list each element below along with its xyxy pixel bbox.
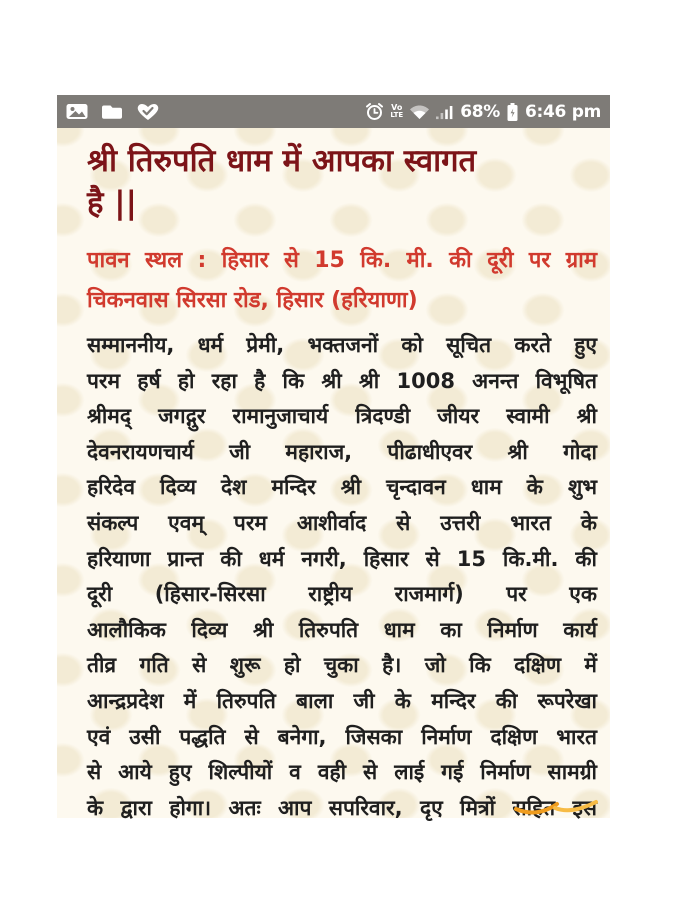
status-bar-notifications <box>66 102 160 121</box>
volte-icon <box>390 104 403 119</box>
body-line: सम्माननीय, धर्म प्रेमी, भक्तजनों को सूचित करते हुए <box>87 333 597 357</box>
body-line: से आये हुए शिल्पीयों व वही से लाई गई निर्माण सामग्री <box>87 760 597 785</box>
body-line: आन्द्रप्रदेश में तिरुपति बाला जी के मन्दिर की रूपरेखा <box>87 688 597 713</box>
body-line: हरियाणा प्रान्त की धर्म नगरी, हिसार से 15 कि.मी. की <box>87 546 597 571</box>
clock-label: 6:46 pm <box>525 101 601 122</box>
body-line: आलौकिक दिव्य श्री तिरुपति धाम का निर्माण कार्य <box>87 617 597 642</box>
highlight-swoosh-icon <box>514 799 598 815</box>
body-line: दूरी (हिसार-सिरसा राष्ट्रीय राजमार्ग) पर एक <box>87 582 597 607</box>
battery-icon <box>506 102 519 122</box>
body-line: संकल्प एवम् परम आशीर्वाद से उत्तरी भारत के <box>87 510 597 535</box>
swoosh-stroke-light <box>555 802 596 810</box>
body-line: परम हर्ष हो रहा है कि श्री श्री 1008 अनन्त विभूषित <box>87 368 597 393</box>
gallery-icon <box>66 103 88 120</box>
heart-icon <box>136 102 160 121</box>
volte-label-bottom: LTE <box>390 111 404 119</box>
location-line1: पावन स्थल : हिसार से 15 कि. मी. की दूरी पर ग्राम <box>87 248 597 273</box>
battery-percent-label: 68% <box>460 101 500 122</box>
body-line: के द्वारा होगा। अतः आप सपरिवार, दृए मित्रों सहित इस <box>87 795 597 820</box>
page-title-line2: है || <box>87 185 137 221</box>
location-line2: चिकनवास सिरसा रोड, हिसार (हरियाणा) <box>87 288 418 313</box>
swoosh-stroke-dark <box>516 804 557 812</box>
body-line: हरिदेव दिव्य देश मन्दिर श्री चृन्दावन धाम के शुभ <box>87 475 597 500</box>
article-content[interactable] <box>57 128 610 818</box>
folder-icon <box>101 103 123 120</box>
body-line: तीव्र गति से शुरू हो चुका है। जो कि दक्षिण में <box>87 653 597 678</box>
status-bar <box>57 95 610 128</box>
page-title <box>87 140 597 224</box>
page-title-line1: श्री तिरुपति धाम में आपका स्वागत <box>87 143 477 179</box>
article-body <box>87 328 597 826</box>
status-bar-indicators <box>365 102 601 122</box>
alarm-icon <box>365 102 384 121</box>
body-line: एवं उसी पद्धति से बनेगा, जिसका निर्माण दक्षिण भारत <box>87 724 597 749</box>
wifi-icon <box>409 104 430 120</box>
location-text <box>87 241 597 321</box>
volte-label-top: Vo <box>391 103 403 112</box>
body-line: श्रीमद् जगद्गुर रामानुजाचार्य त्रिदण्डी जीयर स्वामी श्री <box>87 404 597 429</box>
body-line: देवनरायणचार्य जी महाराज, पीढाधीएवर श्री गोदा <box>87 439 597 464</box>
phone-screenshot <box>57 95 610 818</box>
signal-icon <box>436 104 454 120</box>
